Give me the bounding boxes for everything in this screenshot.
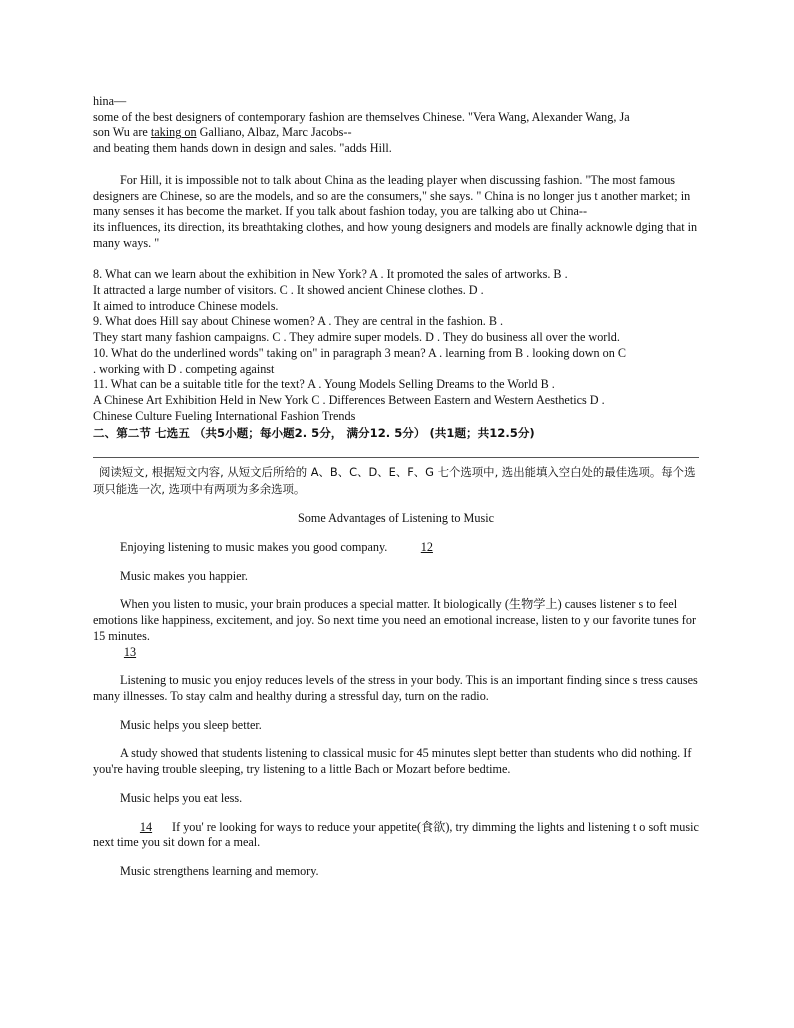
passage-text: Galliano, Albaz, Marc Jacobs-- — [196, 125, 352, 140]
eat-text: If you' re looking for ways to reduce your appetite(食欲), try dimming the lights and listening t o soft music next time you sit down for a meal. — [93, 819, 699, 850]
underlined-phrase: taking on — [150, 125, 197, 140]
paragraph-hill: For Hill, it is impossible not to talk about China as the leading player when discussing fashion. "The most famous designers are Chinese, so are the models, and so are the consumers," she says. " China is no longer jus t another market; in many senses it has become the market. If you talk about fashion today, you are talking abo ut China-- — [93, 172, 691, 219]
question-line: They start many fashion campaigns. C . They admire super models. D . They do business all over the world. — [93, 330, 620, 345]
paragraph-happier: When you listen to music, your brain produces a special matter. It biologically (生物学上) causes listener s to feel emotions like happiness, excitement, and joy. So next time you need an emotional increase, listen to y our favorite tunes for 15 minutes. — [93, 597, 697, 643]
intro-text: Enjoying listening to music makes you good company. — [120, 540, 388, 555]
section-instruction: 阅读短文, 根据短文内容, 从短文后所给的 A、B、C、D、E、F、G 七个选项中, 选出能填入空白处的最佳选项。每个选项只能选一次, 选项中有两项为多余选项。 — [93, 465, 696, 497]
paragraph-hill-continued: its influences, its direction, its breathtaking clothes, and how young designers and models are finally acknowle dging that in many ways. " — [93, 219, 698, 250]
question-line: 8. What can we learn about the exhibition in New York? A . It promoted the sales of artworks. B . — [93, 267, 568, 282]
passage-line-3: and beating them hands down in design and sales. "adds Hill. — [93, 141, 392, 156]
heading-happier: Music makes you happier. — [120, 568, 248, 583]
question-line: It attracted a large number of visitors. C . It showed ancient Chinese clothes. D . — [93, 283, 484, 298]
passage-title: Some Advantages of Listening to Music — [298, 511, 494, 526]
question-line: Chinese Culture Fueling International Fashion Trends — [93, 408, 356, 423]
heading-sleep: Music helps you sleep better. — [120, 717, 262, 732]
passage-line-1: hina— — [93, 94, 127, 108]
blank-13: 13 — [123, 644, 137, 659]
passage-text: some of the best designers of contemporary fashion are themselves Chinese. "Vera Wang, Alexander Wang, Ja — [93, 109, 630, 124]
question-line: 11. What can be a suitable title for the text? A . Young Models Selling Dreams to the World B . — [93, 377, 555, 392]
question-list — [93, 267, 699, 424]
document-content — [93, 94, 699, 880]
blank-13-line — [93, 645, 699, 661]
heading-memory: Music strengthens learning and memory. — [120, 863, 319, 878]
blank-12: 12 — [420, 540, 433, 555]
question-line: 10. What do the underlined words" taking on" in paragraph 3 mean? A . learning from B . looking down on C — [93, 345, 627, 360]
passage-line-2 — [93, 110, 699, 141]
intro-paragraph — [93, 540, 699, 556]
blank-14: 14 — [139, 819, 153, 834]
paragraph-stress: Listening to music you enjoy reduces levels of the stress in your body. This is an important finding since s tress causes many illnesses. To stay calm and healthy during a stressful day, turn on the radio. — [93, 673, 698, 703]
question-line: It aimed to introduce Chinese models. — [93, 298, 279, 313]
passage-text: son Wu are — [93, 125, 151, 140]
paragraph-sleep: A study showed that students listening to classical music for 45 minutes slept better than students who did nothing. If you're having trouble sleeping, try listening to a little Bach or Mozart before bedtime. — [93, 746, 692, 777]
question-line: . working with D . competing against — [93, 361, 275, 376]
question-line: 9. What does Hill say about Chinese women? A . They are central in the fashion. B . — [93, 314, 504, 329]
section-heading: 二、第二节 七选五 （共5小题；每小题2. 5分， 满分12. 5分） (共1题；共12.5分) — [93, 425, 699, 458]
question-line: A Chinese Art Exhibition Held in New York C . Differences Between Eastern and Western Aesthetics D . — [93, 392, 605, 407]
paragraph-eat — [93, 820, 699, 851]
heading-eat: Music helps you eat less. — [120, 790, 243, 805]
